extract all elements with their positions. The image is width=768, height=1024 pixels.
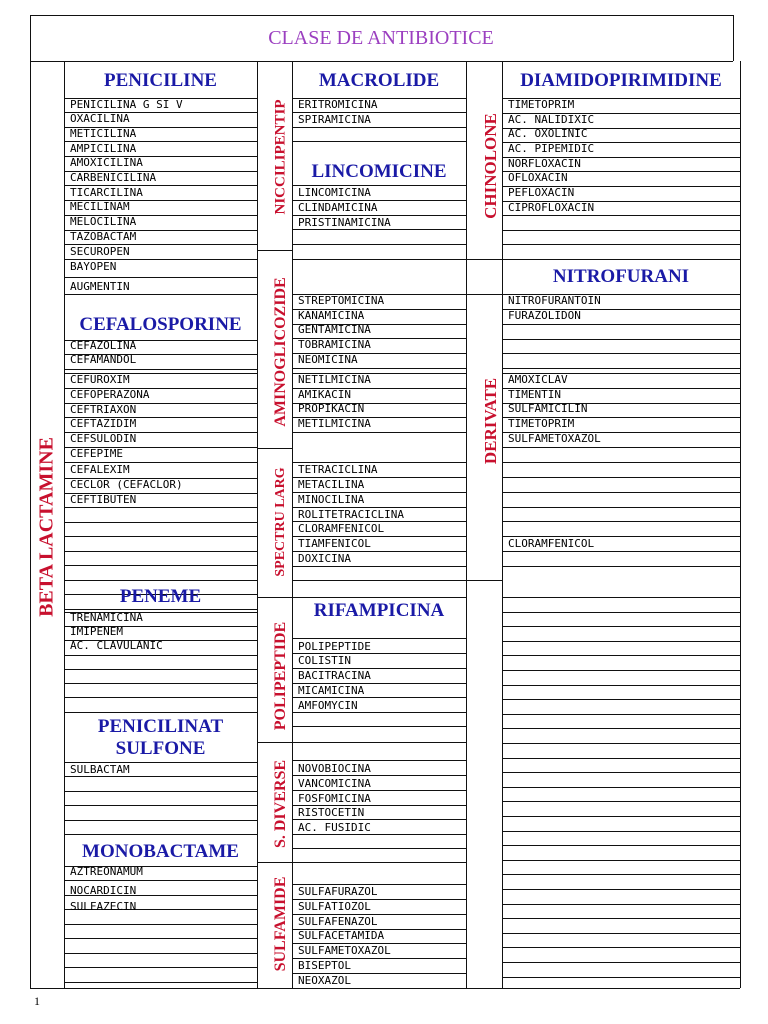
row-line: [257, 742, 292, 743]
row-line: [64, 712, 257, 713]
row-line: [502, 758, 740, 759]
row-line: [502, 215, 740, 216]
drug-name: STREPTOMICINA: [298, 294, 385, 307]
row-line: [502, 918, 740, 919]
drug-name: NOVOBIOCINA: [298, 762, 371, 775]
drug-name: TIMETOPRIM: [508, 417, 575, 430]
row-line: [292, 726, 466, 727]
page-title: CLASE DE ANTIBIOTICE: [268, 27, 494, 49]
row-line: [502, 641, 740, 642]
drug-name: ERITROMICINA: [298, 98, 378, 111]
row-line: [502, 597, 740, 598]
drug-name: PROPIKACIN: [298, 402, 365, 415]
row-line: [292, 580, 466, 581]
drug-name: SPIRAMICINA: [298, 113, 371, 126]
drug-name: CARBENICILINA: [70, 171, 157, 184]
drug-name: MECILINAM: [70, 200, 130, 213]
row-line: [502, 447, 740, 448]
drug-name: CEFTAZIDIM: [70, 417, 137, 430]
header-peniciline: PENICILINE: [104, 70, 217, 91]
drug-name: CLINDAMICINA: [298, 201, 378, 214]
row-line: [64, 655, 257, 656]
row-line: [502, 947, 740, 948]
drug-name: TRENAMICINA: [70, 611, 143, 624]
row-line: [502, 521, 740, 522]
row-line: [64, 697, 257, 698]
row-line: [257, 448, 292, 449]
row-line: [257, 597, 292, 598]
drug-name: AC. CLAVULANIC: [70, 639, 163, 652]
drug-name: AMFOMYCIN: [298, 699, 358, 712]
row-line: [64, 880, 257, 881]
drug-name: NORFLOXACIN: [508, 157, 581, 170]
side-label-polipeptide: POLIPEPTIDE: [272, 621, 289, 731]
row-line: [292, 848, 466, 849]
drug-name: CEFAZOLINA: [70, 339, 137, 352]
side-label-sulfamide: SULFAMIDE: [272, 876, 289, 972]
header-nitrofurani: NITROFURANI: [552, 266, 690, 287]
side-label-aminoglicozide: AMINOGLICOZIDE: [272, 277, 289, 427]
row-line: [502, 787, 740, 788]
row-line: [502, 933, 740, 934]
drug-name: MINOCILINA: [298, 493, 365, 506]
drug-name: CEFAMANDOL: [70, 353, 137, 366]
drug-name: CEFSULODIN: [70, 432, 137, 445]
row-line: [257, 250, 292, 251]
drug-name: LINCOMICINA: [298, 186, 371, 199]
row-line: [502, 244, 740, 245]
row-line: [502, 551, 740, 552]
row-line: [292, 566, 466, 567]
row-line: [292, 141, 466, 142]
drug-name: OXACILINA: [70, 112, 130, 125]
row-line: [502, 816, 740, 817]
drug-name: AC. NALIDIXIC: [508, 113, 595, 126]
row-line: [64, 551, 257, 552]
drug-name: SULBACTAM: [70, 763, 130, 776]
drug-name: NETILMICINA: [298, 373, 371, 386]
drug-name: SULFATIOZOL: [298, 900, 371, 913]
row-line: [502, 772, 740, 773]
header-sulfone: SULFONE: [115, 738, 206, 759]
row-line: [292, 597, 466, 598]
row-line: [64, 369, 257, 370]
row-line: [292, 432, 466, 433]
drug-name: AC. PIPEMIDIC: [508, 142, 595, 155]
drug-name: CEFEPIME: [70, 447, 123, 460]
col-line: [733, 15, 734, 61]
drug-name: MELOCILINA: [70, 215, 137, 228]
drug-name: AUGMENTIN: [70, 280, 130, 293]
row-line: [292, 244, 466, 245]
row-line: [292, 638, 466, 639]
drug-name: VANCOMICINA: [298, 777, 371, 790]
side-label-niccilipentip: NICCILIPENTIP: [272, 99, 289, 215]
drug-name: SECUROPEN: [70, 245, 130, 258]
header-peneme: PENEME: [119, 586, 202, 607]
row-line: [502, 874, 740, 875]
row-line: [292, 760, 466, 761]
header-lincomicine: LINCOMICINE: [311, 161, 447, 182]
drug-name: MICAMICINA: [298, 684, 365, 697]
row-line: [64, 924, 257, 925]
row-line: [466, 580, 502, 581]
row-line: [64, 683, 257, 684]
row-line: [502, 612, 740, 613]
drug-name: AMOXICILINA: [70, 156, 143, 169]
row-line: [502, 259, 740, 260]
row-line: [466, 259, 502, 260]
drug-name: KANAMICINA: [298, 309, 365, 322]
row-line: [64, 953, 257, 954]
row-line: [502, 507, 740, 508]
drug-name: CLORAMFENICOL: [508, 537, 595, 550]
row-line: [502, 655, 740, 656]
row-line: [502, 889, 740, 890]
drug-name: CECLOR (CEFACLOR): [70, 478, 183, 491]
row-line: [64, 967, 257, 968]
row-line: [64, 938, 257, 939]
page-number: 1: [34, 994, 40, 1008]
drug-name: SULFAMICILIN: [508, 402, 588, 415]
row-line: [502, 492, 740, 493]
col-line: [740, 61, 741, 988]
col-line: [30, 61, 31, 988]
row-line: [64, 820, 257, 821]
drug-name: SULFAMETOXAZOL: [298, 944, 391, 957]
row-line: [502, 566, 740, 567]
row-line: [502, 845, 740, 846]
col-line: [257, 61, 258, 988]
drug-name: COLISTIN: [298, 654, 351, 667]
header-penicilinat: PENICILINAT: [97, 716, 224, 737]
row-line: [292, 862, 466, 863]
drug-name: ROLITETRACICLINA: [298, 508, 404, 521]
row-line: [292, 368, 466, 369]
drug-name: TOBRAMICINA: [298, 338, 371, 351]
drug-name: TETRACICLINA: [298, 463, 378, 476]
drug-name: CIPROFLOXACIN: [508, 201, 595, 214]
col-line: [30, 15, 31, 62]
row-line: [502, 353, 740, 354]
drug-name: CEFTIBUTEN: [70, 493, 137, 506]
row-line: [64, 834, 257, 835]
row-line: [30, 15, 733, 16]
row-line: [64, 982, 257, 983]
row-line: [292, 988, 466, 989]
row-line: [64, 277, 257, 278]
row-line: [502, 339, 740, 340]
row-line: [257, 862, 292, 863]
drug-name: TICARCILINA: [70, 186, 143, 199]
drug-name: SULFAFURAZOL: [298, 885, 378, 898]
drug-name: FURAZOLIDON: [508, 309, 581, 322]
drug-name: CEFALEXIM: [70, 463, 130, 476]
row-line: [64, 580, 257, 581]
drug-name: BAYOPEN: [70, 260, 117, 273]
row-line: [292, 742, 466, 743]
drug-name: DOXICINA: [298, 552, 351, 565]
row-line: [502, 801, 740, 802]
drug-name: POLIPEPTIDE: [298, 640, 371, 653]
row-line: [64, 805, 257, 806]
side-label-spectru-larg: SPECTRU LARG: [273, 467, 288, 577]
row-line: [502, 685, 740, 686]
header-cefalosporine: CEFALOSPORINE: [79, 314, 242, 335]
drug-name: CEFUROXIM: [70, 373, 130, 386]
row-line: [64, 522, 257, 523]
drug-name: METICILINA: [70, 127, 137, 140]
drug-name: NEOMICINA: [298, 353, 358, 366]
col-line: [466, 61, 467, 988]
drug-name: AC. FUSIDIC: [298, 821, 371, 834]
row-line: [502, 977, 740, 978]
drug-name: SULFAFENAZOL: [298, 915, 378, 928]
row-line: [502, 743, 740, 744]
drug-name: GENTAMICINA: [298, 323, 371, 336]
row-line: [64, 791, 257, 792]
side-label-derivate: DERIVATE: [481, 377, 500, 465]
drug-name: BACITRACINA: [298, 669, 371, 682]
side-label-diverse: S. DIVERSE: [272, 759, 289, 849]
drug-name: NEOXAZOL: [298, 974, 351, 987]
row-line: [502, 626, 740, 627]
drug-name: TIMENTIN: [508, 388, 561, 401]
drug-name: METILMICINA: [298, 417, 371, 430]
row-line: [292, 127, 466, 128]
row-line: [64, 669, 257, 670]
drug-name: NOCARDICIN: [70, 884, 137, 897]
drug-name: PENICILINA G SI V: [70, 98, 183, 111]
header-macrolide: MACROLIDE: [318, 70, 440, 91]
drug-name: RISTOCETIN: [298, 806, 365, 819]
row-line: [64, 507, 257, 508]
drug-name: AMOXICLAV: [508, 373, 568, 386]
row-line: [292, 259, 466, 260]
header-monobactame: MONOBACTAME: [82, 841, 239, 862]
drug-name: TIAMFENICOL: [298, 537, 371, 550]
drug-name: CEFTRIAXON: [70, 403, 137, 416]
drug-name: CEFOPERAZONA: [70, 388, 150, 401]
row-line: [502, 714, 740, 715]
row-line: [502, 904, 740, 905]
row-line: [502, 462, 740, 463]
drug-name: AMPICILINA: [70, 142, 137, 155]
drug-name: CLORAMFENICOL: [298, 522, 385, 535]
drug-name: FOSFOMICINA: [298, 792, 371, 805]
drug-name: PEFLOXACIN: [508, 186, 575, 199]
header-diamidopirimidine: DIAMIDOPIRIMIDINE: [520, 70, 722, 91]
drug-name: BISEPTOL: [298, 959, 351, 972]
side-label-beta-lactamine: BETA LACTAMINE: [35, 437, 58, 617]
drug-name: AC. OXOLINIC: [508, 127, 588, 140]
row-line: [502, 728, 740, 729]
row-line: [64, 536, 257, 537]
row-line: [466, 294, 502, 295]
row-line: [64, 565, 257, 566]
drug-name: TIMETOPRIM: [508, 98, 575, 111]
row-line: [502, 670, 740, 671]
row-line: [30, 61, 733, 62]
header-rifampicina: RIFAMPICINA: [313, 600, 445, 621]
drug-name: OFLOXACIN: [508, 171, 568, 184]
row-line: [502, 324, 740, 325]
drug-name: SULFAZECIN: [70, 900, 137, 913]
drug-name: AZTREONAMUM: [70, 865, 143, 878]
row-line: [502, 962, 740, 963]
drug-name: NITROFURANTOIN: [508, 294, 601, 307]
row-line: [502, 230, 740, 231]
row-line: [502, 699, 740, 700]
row-line: [502, 860, 740, 861]
drug-name: IMIPENEM: [70, 625, 123, 638]
drug-name: PRISTINAMICINA: [298, 216, 391, 229]
drug-name: SULFACETAMIDA: [298, 929, 385, 942]
drug-name: SULFAMETOXAZOL: [508, 432, 601, 445]
side-label-chinolone: CHINOLONE: [481, 113, 500, 219]
drug-name: TAZOBACTAM: [70, 230, 137, 243]
drug-name: AMIKACIN: [298, 388, 351, 401]
row-line: [502, 831, 740, 832]
row-line: [502, 477, 740, 478]
row-line: [64, 609, 257, 610]
drug-name: METACILINA: [298, 478, 365, 491]
row-line: [64, 294, 257, 295]
row-line: [502, 368, 740, 369]
